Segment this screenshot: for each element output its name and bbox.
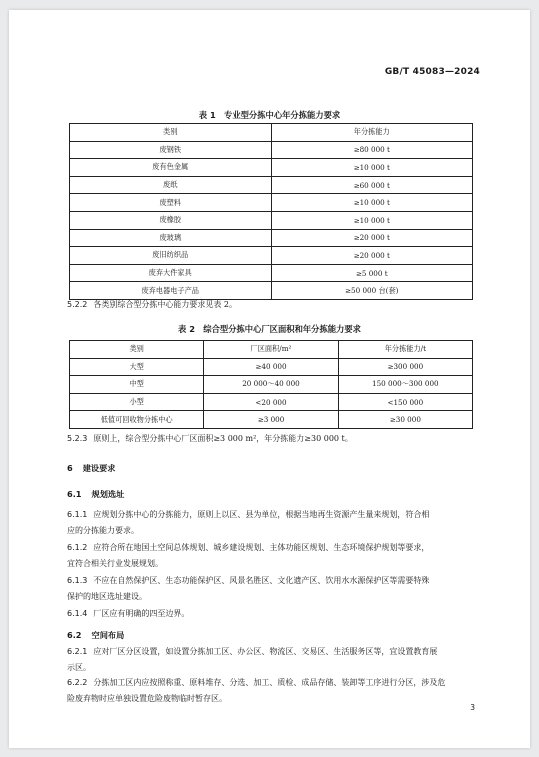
- column-header: 厂区面积/m²: [204, 341, 338, 359]
- table-cell: <150 000: [338, 393, 472, 411]
- table-cell: ≥50 000 台(套): [271, 282, 473, 300]
- section-6-heading: [67, 463, 115, 474]
- clause-text-line: 应符合所在地国土空间总体规划、城乡建设规划、主体功能区规划、生态环境保护规划等要求，: [93, 543, 430, 552]
- table-row: [70, 376, 473, 394]
- table-cell: ≥5 000 t: [271, 264, 473, 282]
- table-cell: 中型: [70, 376, 204, 394]
- table-cell: ≥40 000: [204, 358, 338, 376]
- table-cell: ≥20 000 t: [271, 247, 473, 265]
- section-title: 规划选址: [91, 489, 125, 499]
- table-cell: ≥80 000 t: [271, 141, 473, 159]
- table-cell: 20 000～40 000: [204, 376, 338, 394]
- table-row: [70, 247, 473, 265]
- clause-text-line: 分拣加工区内应按照称重、原料堆存、分选、加工、质检、成品存储、装卸等工序进行分区，涉及危: [93, 678, 446, 687]
- clause-number: 6.1.3: [67, 576, 88, 585]
- table-row: [70, 141, 473, 159]
- clause-text-line: 宜符合相关行业发展规划。: [67, 558, 163, 568]
- clause-text-line: 应的分拣能力要求。: [67, 525, 139, 535]
- table-row: [70, 411, 473, 429]
- clause-number: 6.2.1: [67, 647, 88, 656]
- table1: [69, 123, 473, 300]
- table-cell: 废塑料: [70, 194, 272, 212]
- table-cell: 废旧纺织品: [70, 247, 272, 265]
- table-row: [70, 229, 473, 247]
- table-cell: 废有色金属: [70, 159, 272, 177]
- table-row: [70, 393, 473, 411]
- table2-caption: 表 2 综合型分拣中心厂区面积和年分拣能力要求: [178, 324, 361, 334]
- table-row: [70, 358, 473, 376]
- clause-text-line: 示区。: [67, 662, 91, 672]
- clause-number: 6.1.4: [67, 609, 88, 618]
- clause-5-2-3: [67, 431, 477, 447]
- clause-number: 6.1.1: [67, 510, 88, 519]
- column-header: 年分拣能力: [271, 124, 473, 142]
- column-header: 年分拣能力/t: [338, 341, 472, 359]
- table-row: [70, 194, 473, 212]
- table-cell: ≥60 000 t: [271, 176, 473, 194]
- table-row: [70, 211, 473, 229]
- table-cell: ≥3 000: [204, 411, 338, 429]
- table-cell: ≥30 000: [338, 411, 472, 429]
- clause-text: 各类别综合型分拣中心能力要求见表 2。: [93, 300, 237, 309]
- table-header-row: [70, 341, 473, 359]
- table-cell: 废弃电器电子产品: [70, 282, 272, 300]
- column-header: 类别: [70, 124, 272, 142]
- clause-6-1-3: [67, 573, 477, 604]
- standard-code: GB/T 45083—2024: [384, 67, 480, 77]
- table-cell: ≥20 000 t: [271, 229, 473, 247]
- document-page: [9, 10, 530, 748]
- clause-text-line: 不应在自然保护区、生态功能保护区、风景名胜区、文化遗产区、饮用水水源保护区等需要特殊: [93, 576, 430, 585]
- table-row: [70, 159, 473, 177]
- table-cell: ≥10 000 t: [271, 159, 473, 177]
- table-cell: <20 000: [204, 393, 338, 411]
- table-cell: ≥10 000 t: [271, 211, 473, 229]
- table-cell: 废弃大件家具: [70, 264, 272, 282]
- section-number: 6: [67, 463, 73, 473]
- clause-number: 6.2.2: [67, 678, 88, 687]
- clause-text: 厂区应有明确的四至边界。: [93, 609, 190, 618]
- clause-6-2-1: [67, 644, 477, 675]
- section-title: 建设要求: [82, 463, 116, 473]
- table-cell: ≥10 000 t: [271, 194, 473, 212]
- clause-number: 5.2.2: [67, 300, 88, 309]
- clause-text-line: 保护的地区选址建设。: [67, 591, 147, 601]
- clause-text-line: 应规划分拣中心的分拣能力，原则上以区、县为单位，根据当地再生资源产生量来规划，符合相: [93, 510, 430, 519]
- table-header-row: [70, 124, 473, 142]
- clause-6-1-4: [67, 606, 477, 622]
- section-number: 6.2: [67, 630, 82, 640]
- clause-number: 5.2.3: [67, 434, 88, 443]
- column-header: 类别: [70, 341, 204, 359]
- table-cell: 废纸: [70, 176, 272, 194]
- table-cell: 大型: [70, 358, 204, 376]
- page-number: 3: [470, 703, 475, 712]
- table-cell: 废玻璃: [70, 229, 272, 247]
- table-row: [70, 264, 473, 282]
- clause-6-2-2: [67, 675, 477, 706]
- clause-text-line: 应对厂区分区设置，如设置分拣加工区、办公区、物流区、交易区、生活服务区等，宜设置教育展: [93, 647, 438, 656]
- table1-caption: 表 1 专业型分拣中心年分拣能力要求: [198, 110, 341, 120]
- clause-text-line: 险废弃物时应单独设置危险废物临时暂存区。: [67, 693, 227, 703]
- clause-5-2-2: [67, 297, 477, 313]
- clause-number: 6.1.2: [67, 543, 88, 552]
- table-row: [70, 176, 473, 194]
- clause-text: 原则上，综合型分拣中心厂区面积≥3 000 m²，年分拣能力≥30 000 t。: [93, 434, 353, 443]
- table-cell: 废钢铁: [70, 141, 272, 159]
- table-cell: 低值可回收物分拣中心: [70, 411, 204, 429]
- table-cell: 小型: [70, 393, 204, 411]
- clause-6-1-2: [67, 540, 477, 571]
- table2: [69, 340, 473, 429]
- table-cell: 废橡胶: [70, 211, 272, 229]
- section-number: 6.1: [67, 489, 82, 499]
- clause-6-1-1: [67, 507, 477, 538]
- section-6-2-heading: [67, 630, 124, 641]
- section-6-1-heading: [67, 489, 124, 500]
- table-cell: 150 000～300 000: [338, 376, 472, 394]
- table-cell: ≥300 000: [338, 358, 472, 376]
- section-title: 空间布局: [91, 630, 125, 640]
